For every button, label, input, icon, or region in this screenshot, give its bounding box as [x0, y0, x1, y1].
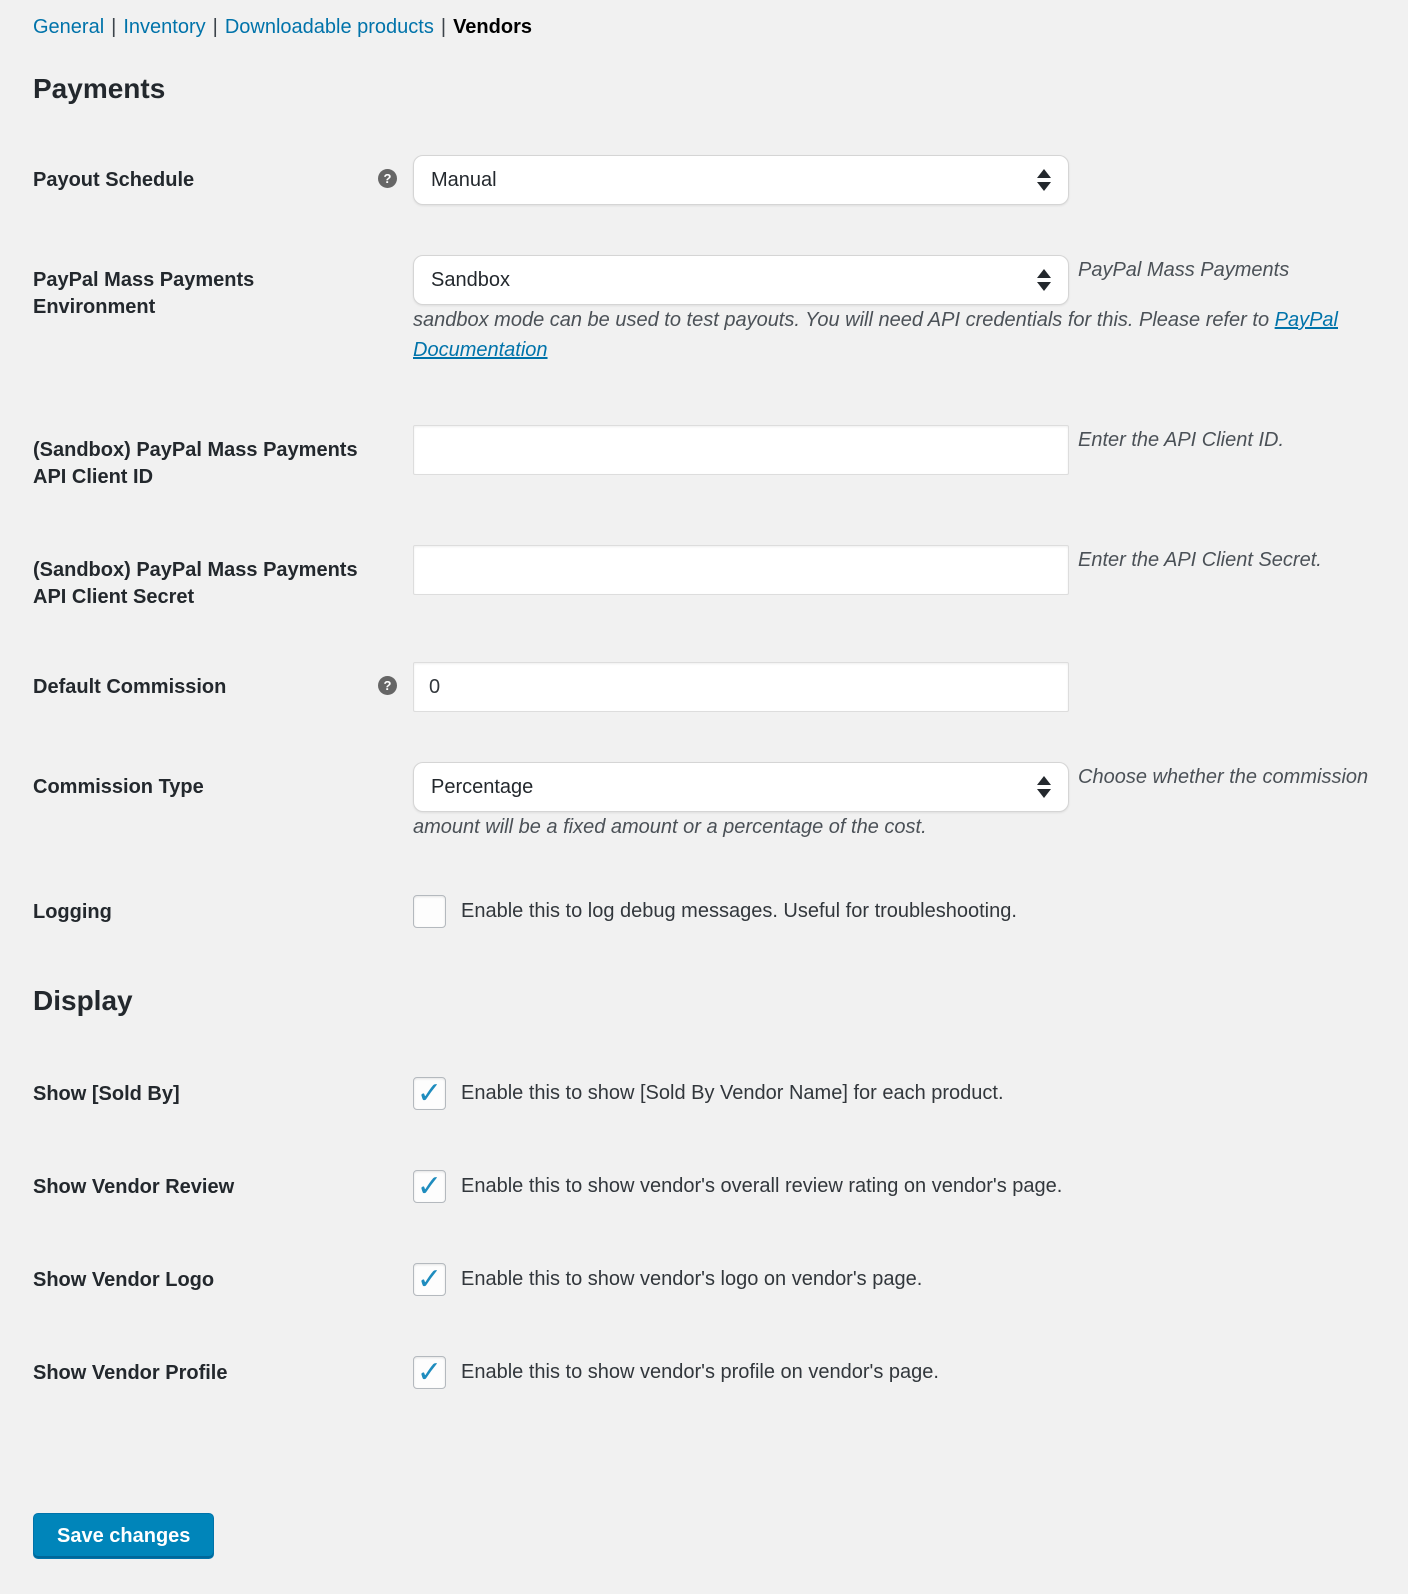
payments-section-title: Payments	[33, 73, 166, 104]
logging-label	[33, 895, 413, 926]
logging-row	[33, 895, 1370, 928]
paypal-environment-description-text: PayPal Mass Payments sandbox mode can be used to test payouts. You will need API credentials for this. Please refer to	[413, 259, 1290, 331]
default-commission-label-text: Default Commission	[33, 676, 227, 698]
api-client-secret-row	[33, 545, 1370, 611]
checkmark-icon: ✓	[416, 1263, 443, 1296]
show-sold-by-checkbox[interactable]	[413, 1077, 446, 1110]
show-sold-by-label	[33, 1077, 413, 1108]
show-vendor-logo-label-text: Show Vendor Logo	[33, 1269, 215, 1291]
payout-schedule-selected-value: Manual	[431, 169, 497, 191]
show-vendor-profile-checkbox[interactable]	[413, 1356, 446, 1389]
default-commission-row	[33, 662, 1370, 712]
api-client-secret-description: Enter the API Client Secret.	[1078, 549, 1322, 571]
show-vendor-profile-checkbox-label: Enable this to show vendor's profile on vendor's page.	[461, 1361, 939, 1383]
logging-label-text: Logging	[33, 901, 112, 923]
checkmark-icon: ✓	[416, 1077, 443, 1110]
paypal-environment-label	[33, 255, 413, 321]
api-client-secret-input[interactable]	[413, 545, 1069, 595]
logging-checkbox[interactable]	[413, 895, 446, 928]
save-changes-button[interactable]: Save changes	[33, 1513, 214, 1559]
show-vendor-logo-checkbox[interactable]	[413, 1263, 446, 1296]
paypal-environment-row	[33, 255, 1370, 365]
show-vendor-review-label	[33, 1170, 413, 1201]
show-vendor-logo-checkbox-label: Enable this to show vendor's logo on vendor's page.	[461, 1268, 923, 1290]
payout-schedule-row	[33, 155, 1370, 205]
show-vendor-profile-label-text: Show Vendor Profile	[33, 1362, 228, 1384]
paypal-environment-selected-value: Sandbox	[431, 269, 510, 291]
select-stepper-icon	[1037, 169, 1051, 191]
show-sold-by-row	[33, 1077, 1370, 1110]
api-client-secret-label	[33, 545, 413, 611]
show-sold-by-checkbox-label: Enable this to show [Sold By Vendor Name] for each product.	[461, 1082, 1004, 1104]
checkmark-icon: ✓	[416, 1170, 443, 1203]
commission-type-description: Choose whether the commission amount will be a fixed amount or a percentage of the cost.	[413, 766, 1369, 838]
tab-separator: |	[212, 16, 218, 38]
api-client-id-label	[33, 425, 413, 491]
display-section-title: Display	[33, 985, 133, 1016]
help-icon[interactable]: ?	[378, 676, 397, 695]
show-vendor-logo-label	[33, 1263, 413, 1294]
select-stepper-icon	[1037, 776, 1051, 798]
commission-type-label-text: Commission Type	[33, 776, 204, 798]
show-vendor-profile-label	[33, 1356, 413, 1387]
show-vendor-review-row	[33, 1170, 1370, 1203]
show-vendor-review-checkbox-label: Enable this to show vendor's overall review rating on vendor's page.	[461, 1175, 1063, 1197]
tab-vendors[interactable]: Vendors	[453, 16, 532, 38]
logging-checkbox-label: Enable this to log debug messages. Useful for troubleshooting.	[461, 900, 1017, 922]
commission-type-select[interactable]	[413, 762, 1069, 812]
show-vendor-review-checkbox[interactable]	[413, 1170, 446, 1203]
api-client-secret-label-text: (Sandbox) PayPal Mass Payments API Client Secret	[33, 559, 358, 608]
paypal-environment-select[interactable]	[413, 255, 1069, 305]
payout-schedule-select[interactable]	[413, 155, 1069, 205]
checkmark-icon: ✓	[416, 1356, 443, 1389]
api-client-id-description: Enter the API Client ID.	[1078, 429, 1285, 451]
settings-tab-nav	[33, 14, 1370, 40]
default-commission-input[interactable]	[413, 662, 1069, 712]
api-client-id-input[interactable]	[413, 425, 1069, 475]
tab-separator: |	[440, 16, 447, 38]
paypal-environment-label-text: PayPal Mass Payments Environment	[33, 269, 255, 318]
commission-type-selected-value: Percentage	[431, 776, 534, 798]
api-client-id-row	[33, 425, 1370, 491]
select-stepper-icon	[1037, 269, 1051, 291]
payout-schedule-label-text: Payout Schedule	[33, 169, 195, 191]
default-commission-label	[33, 662, 413, 701]
tab-general[interactable]: General	[33, 16, 105, 38]
api-client-id-label-text: (Sandbox) PayPal Mass Payments API Client ID	[33, 439, 358, 488]
commission-type-label	[33, 762, 413, 801]
help-icon[interactable]: ?	[378, 169, 397, 188]
commission-type-row	[33, 762, 1370, 842]
tab-separator: |	[111, 16, 117, 38]
show-vendor-profile-row	[33, 1356, 1370, 1389]
tab-downloadable-products[interactable]: Downloadable products	[224, 16, 434, 38]
tab-inventory[interactable]: Inventory	[123, 16, 206, 38]
show-sold-by-label-text: Show [Sold By]	[33, 1083, 180, 1105]
payout-schedule-label	[33, 155, 413, 194]
show-vendor-logo-row	[33, 1263, 1370, 1296]
paypal-documentation-link[interactable]: PayPal Documentation	[413, 309, 1338, 361]
show-vendor-review-label-text: Show Vendor Review	[33, 1176, 235, 1198]
